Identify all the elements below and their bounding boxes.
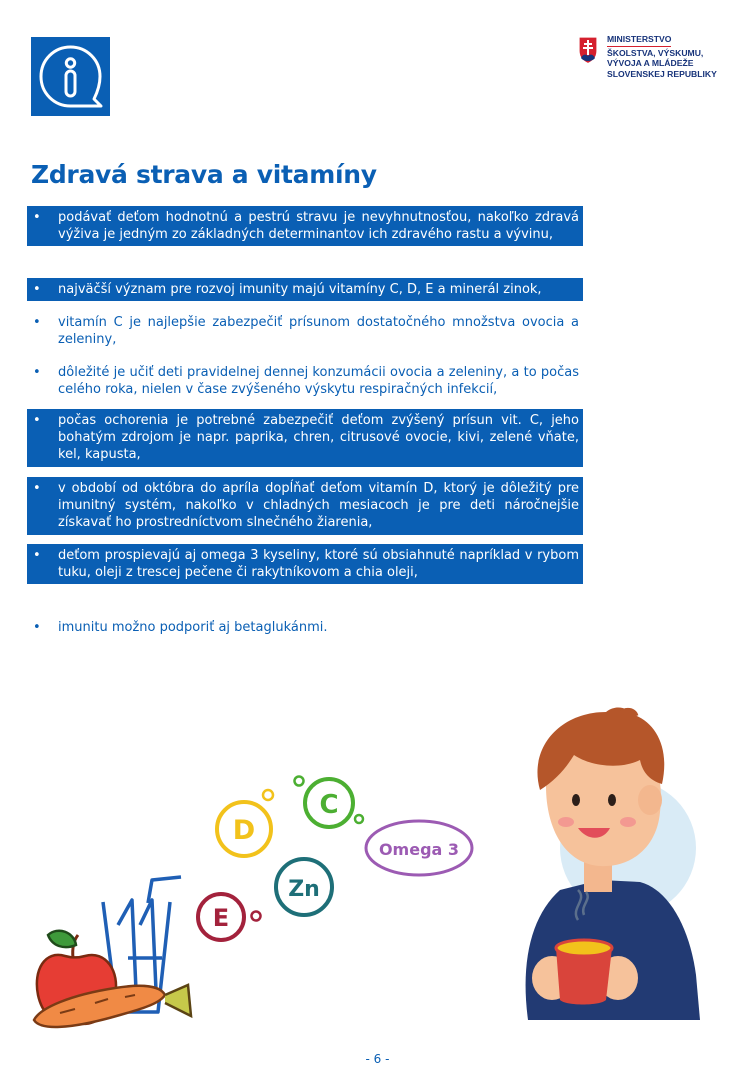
list-item [27,616,583,639]
ministry-line-2: ŠKOLSTVA, VÝSKUMU, [607,47,704,58]
illustration [0,680,755,1050]
omega-3-label: Omega 3 [378,840,460,859]
list-item-text: deťom prospievajú aj omega 3 kyseliny, ktoré sú obsiahnuté napríklad v rybom tuku, oleji z trescej pečene či rakytníkovom a chia oleji, [58,548,579,581]
list-item-text: podávať deťom hodnotnú a pestrú stravu je nevyhnutnosťou, nakoľko zdravá výživa je jedným zo základných determinantov ich zdravého rastu a vývinu, [58,210,579,243]
info-bubble-icon [31,37,110,116]
bullet-icon: • [33,210,41,225]
list-item-text: v období od októbra do apríla dopĺňať deťom vitamín D, ktorý je dôležitý pre imunitný systém, nakoľko v chladných mesiacoch je pre deti náročnejšie získavať ho prostredníctvom slnečného žiarenia, [58,481,579,531]
ministry-line-3: VÝVOJA A MLÁDEŽE [607,58,694,69]
list-item [27,206,583,246]
list-item [27,544,583,584]
ministry-line-1: MINISTERSTVO [607,34,672,44]
zinc-badge [276,859,332,915]
vitamin-d-label: D [232,815,256,846]
vitamin-e-badge [198,894,261,940]
zinc-label: Zn [288,877,320,902]
list-item-text: počas ochorenia je potrebné zabezpečiť deťom zvýšený prísun vit. C, jeho bohatým zdrojom je napr. paprika, chren, citrusové ovocie, kivi, zelené vňate, kel, kapusta, [58,413,579,463]
list-item [27,477,583,535]
slovak-crest-icon [578,36,598,64]
bullet-icon: • [33,481,41,496]
list-item [27,311,583,351]
list-item [27,409,583,467]
vitamin-e-label: E [212,904,230,932]
bullet-icon: • [33,315,41,330]
bullet-icon: • [33,282,41,297]
page-number: - 6 - [365,1052,390,1066]
bullet-icon: • [33,548,41,563]
page-title: Zdravá strava a vitamíny [31,160,377,189]
info-icon [31,37,110,116]
bullet-icon: • [33,413,41,428]
bullet-icon: • [33,365,41,380]
list-item-text: najväčší význam pre rozvoj imunity majú vitamíny C, D, E a minerál zinok, [58,282,542,297]
omega-3-badge [366,821,472,875]
ministry-line-4: SLOVENSKEJ REPUBLIKY [607,68,717,79]
list-item-text: vitamín C je najlepšie zabezpečiť prísunom dostatočného množstva ovocia a zeleniny, [58,315,579,348]
list-item [27,278,583,301]
ministry-logo [578,34,748,94]
vitamin-c-badge [295,777,364,828]
bullet-icon: • [33,620,41,635]
vitamin-d-badge [217,790,273,856]
vitamin-c-label: C [319,790,339,820]
list-item [27,361,583,401]
nutrition-illustration [0,680,755,1050]
ministry-name [607,34,717,79]
list-item-text: imunitu možno podporiť aj betaglukánmi. [58,620,328,635]
list-item-text: dôležité je učiť deti pravidelnej dennej konzumácii ovocia a zeleniny, a to počas celého roka, nielen v čase zvýšeného výskytu respiračných infekcií, [58,365,579,398]
boy-illustration [526,708,700,1020]
